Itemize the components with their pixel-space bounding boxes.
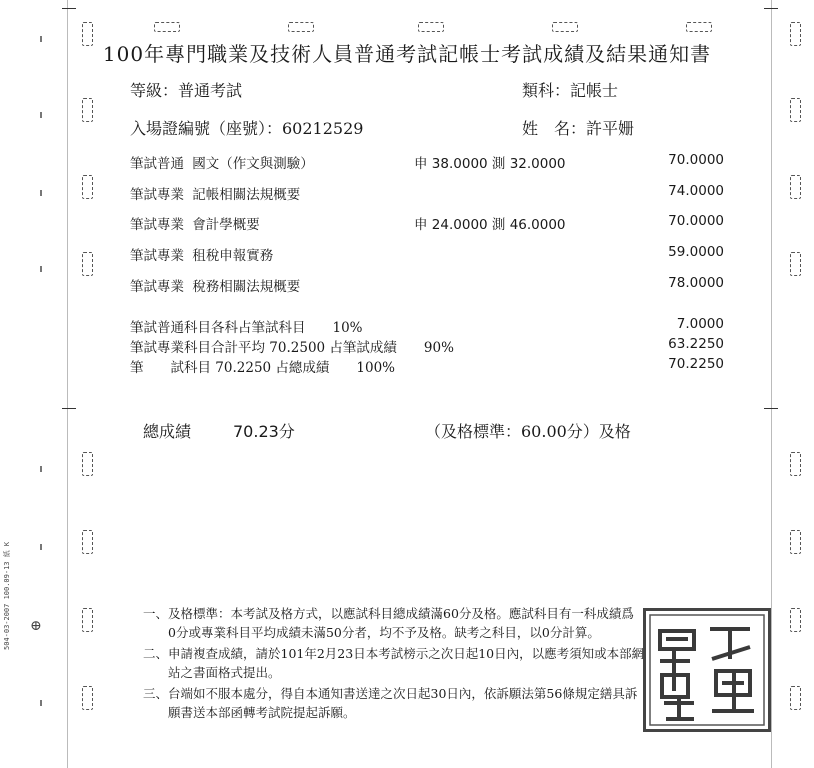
- subject-type: 筆試專業: [130, 217, 184, 233]
- fold-mark: [62, 8, 76, 9]
- perforation-mark: [790, 175, 801, 199]
- fold-mark: [764, 408, 778, 409]
- note-line: 0分或專業科目平均成績未滿50分者，均不予及格。缺考之科目，以0分計算。: [143, 625, 600, 640]
- perforation-mark: [82, 530, 93, 554]
- weighting-value: 7.0000: [676, 316, 724, 332]
- weighting-value: 63.2250: [668, 336, 724, 352]
- perforation-mark: [82, 98, 93, 122]
- margin-tick: [40, 466, 42, 472]
- subject-type: 筆試專業: [130, 248, 184, 264]
- margin-tick: [40, 190, 42, 196]
- subject-score: 59.0000: [668, 244, 724, 260]
- perforation-mark: [790, 98, 801, 122]
- subject-name: 稅務相關法規概要: [192, 279, 301, 295]
- perforation-mark: [82, 608, 93, 632]
- margin-tick: [40, 544, 42, 550]
- subject-row: [130, 244, 273, 264]
- subject-name: 國文（作文與測驗）: [192, 156, 314, 172]
- subject-type: 筆試普通: [130, 156, 184, 172]
- perforation-mark: [288, 22, 314, 32]
- subject-name: 租稅申報實務: [192, 248, 274, 264]
- weighting-value: 70.2250: [668, 356, 724, 372]
- note-line: 二、申請複查成績，請於101年2月23日本考試榜示之次日起10日內，以應考須知或本部網: [143, 646, 645, 661]
- perforation-mark: [418, 22, 444, 32]
- total-score: 70.23分: [233, 422, 295, 441]
- perforation-mark: [82, 175, 93, 199]
- left-margin-line: [67, 0, 68, 768]
- perforation-mark: [790, 252, 801, 276]
- margin-tick: [40, 700, 42, 706]
- perforation-mark: [154, 22, 180, 32]
- page-title: 100年專門職業及技術人員普通考試記帳士考試成績及結果通知書: [102, 42, 712, 66]
- subject-score: 78.0000: [668, 275, 724, 291]
- perforation-mark: [82, 452, 93, 476]
- name-field: 姓 名：許平姗: [522, 119, 635, 138]
- perforation-mark: [686, 22, 712, 32]
- perforation-mark: [790, 686, 801, 710]
- registration-mark-icon: ⊕: [30, 618, 42, 634]
- subject-detail: 申 24.0000 測 46.0000: [414, 217, 566, 233]
- fold-mark: [764, 8, 778, 9]
- perforation-mark: [790, 452, 801, 476]
- subject-score: 74.0000: [668, 183, 724, 199]
- margin-tick: [40, 266, 42, 272]
- note-line: 站之書面格式提出。: [143, 665, 281, 680]
- subject-score: 70.0000: [668, 152, 724, 168]
- note-line: 三、台端如不服本處分，得自本通知書送達之次日起30日內，依訴願法第56條規定繕具訴: [143, 686, 638, 701]
- subject-detail: 申 38.0000 測 32.0000: [414, 156, 566, 172]
- subject-name: 記帳相關法規概要: [192, 187, 301, 203]
- subject-row: [130, 183, 300, 203]
- note-line: 願書送本部函轉考試院提起訴願。: [143, 705, 356, 720]
- subject-row: [130, 275, 300, 295]
- pass-standard: （及格標準：60.00分）及格: [425, 422, 631, 441]
- margin-tick: [40, 112, 42, 118]
- right-margin-line: [771, 0, 772, 768]
- perforation-mark: [82, 252, 93, 276]
- perforation-mark: [552, 22, 578, 32]
- category-field: 類科：記帳士: [522, 81, 619, 100]
- grade-field: 等級：普通考試: [130, 81, 243, 100]
- weighting-row: 筆試專業科目合計平均 70.2500 占筆試成績 90%: [130, 340, 454, 356]
- subject-score: 70.0000: [668, 213, 724, 229]
- total-label: 總成績: [143, 422, 192, 441]
- official-seal-icon: [643, 608, 771, 732]
- weighting-row: 筆 試科目 70.2250 占總成績 100%: [130, 360, 396, 376]
- note-line: 一、及格標準：本考試及格方式，以應試科目總成績滿60分及格。應試科目有一科成績爲: [143, 606, 634, 621]
- subject-type: 筆試專業: [130, 279, 184, 295]
- perforation-mark: [790, 530, 801, 554]
- subject-name: 會計學概要: [192, 217, 260, 233]
- weighting-row: 筆試普通科目各科占筆試科目 10%: [130, 320, 363, 336]
- form-code: 504-03-2007 100.09-13 紙 K: [3, 541, 11, 650]
- subject-row: [130, 152, 314, 172]
- subject-row: [130, 213, 260, 233]
- fold-mark: [62, 408, 76, 409]
- subject-type: 筆試專業: [130, 187, 184, 203]
- ticket-number-field: 入場證編號（座號）：60212529: [130, 119, 364, 138]
- perforation-mark: [790, 608, 801, 632]
- perforation-mark: [82, 686, 93, 710]
